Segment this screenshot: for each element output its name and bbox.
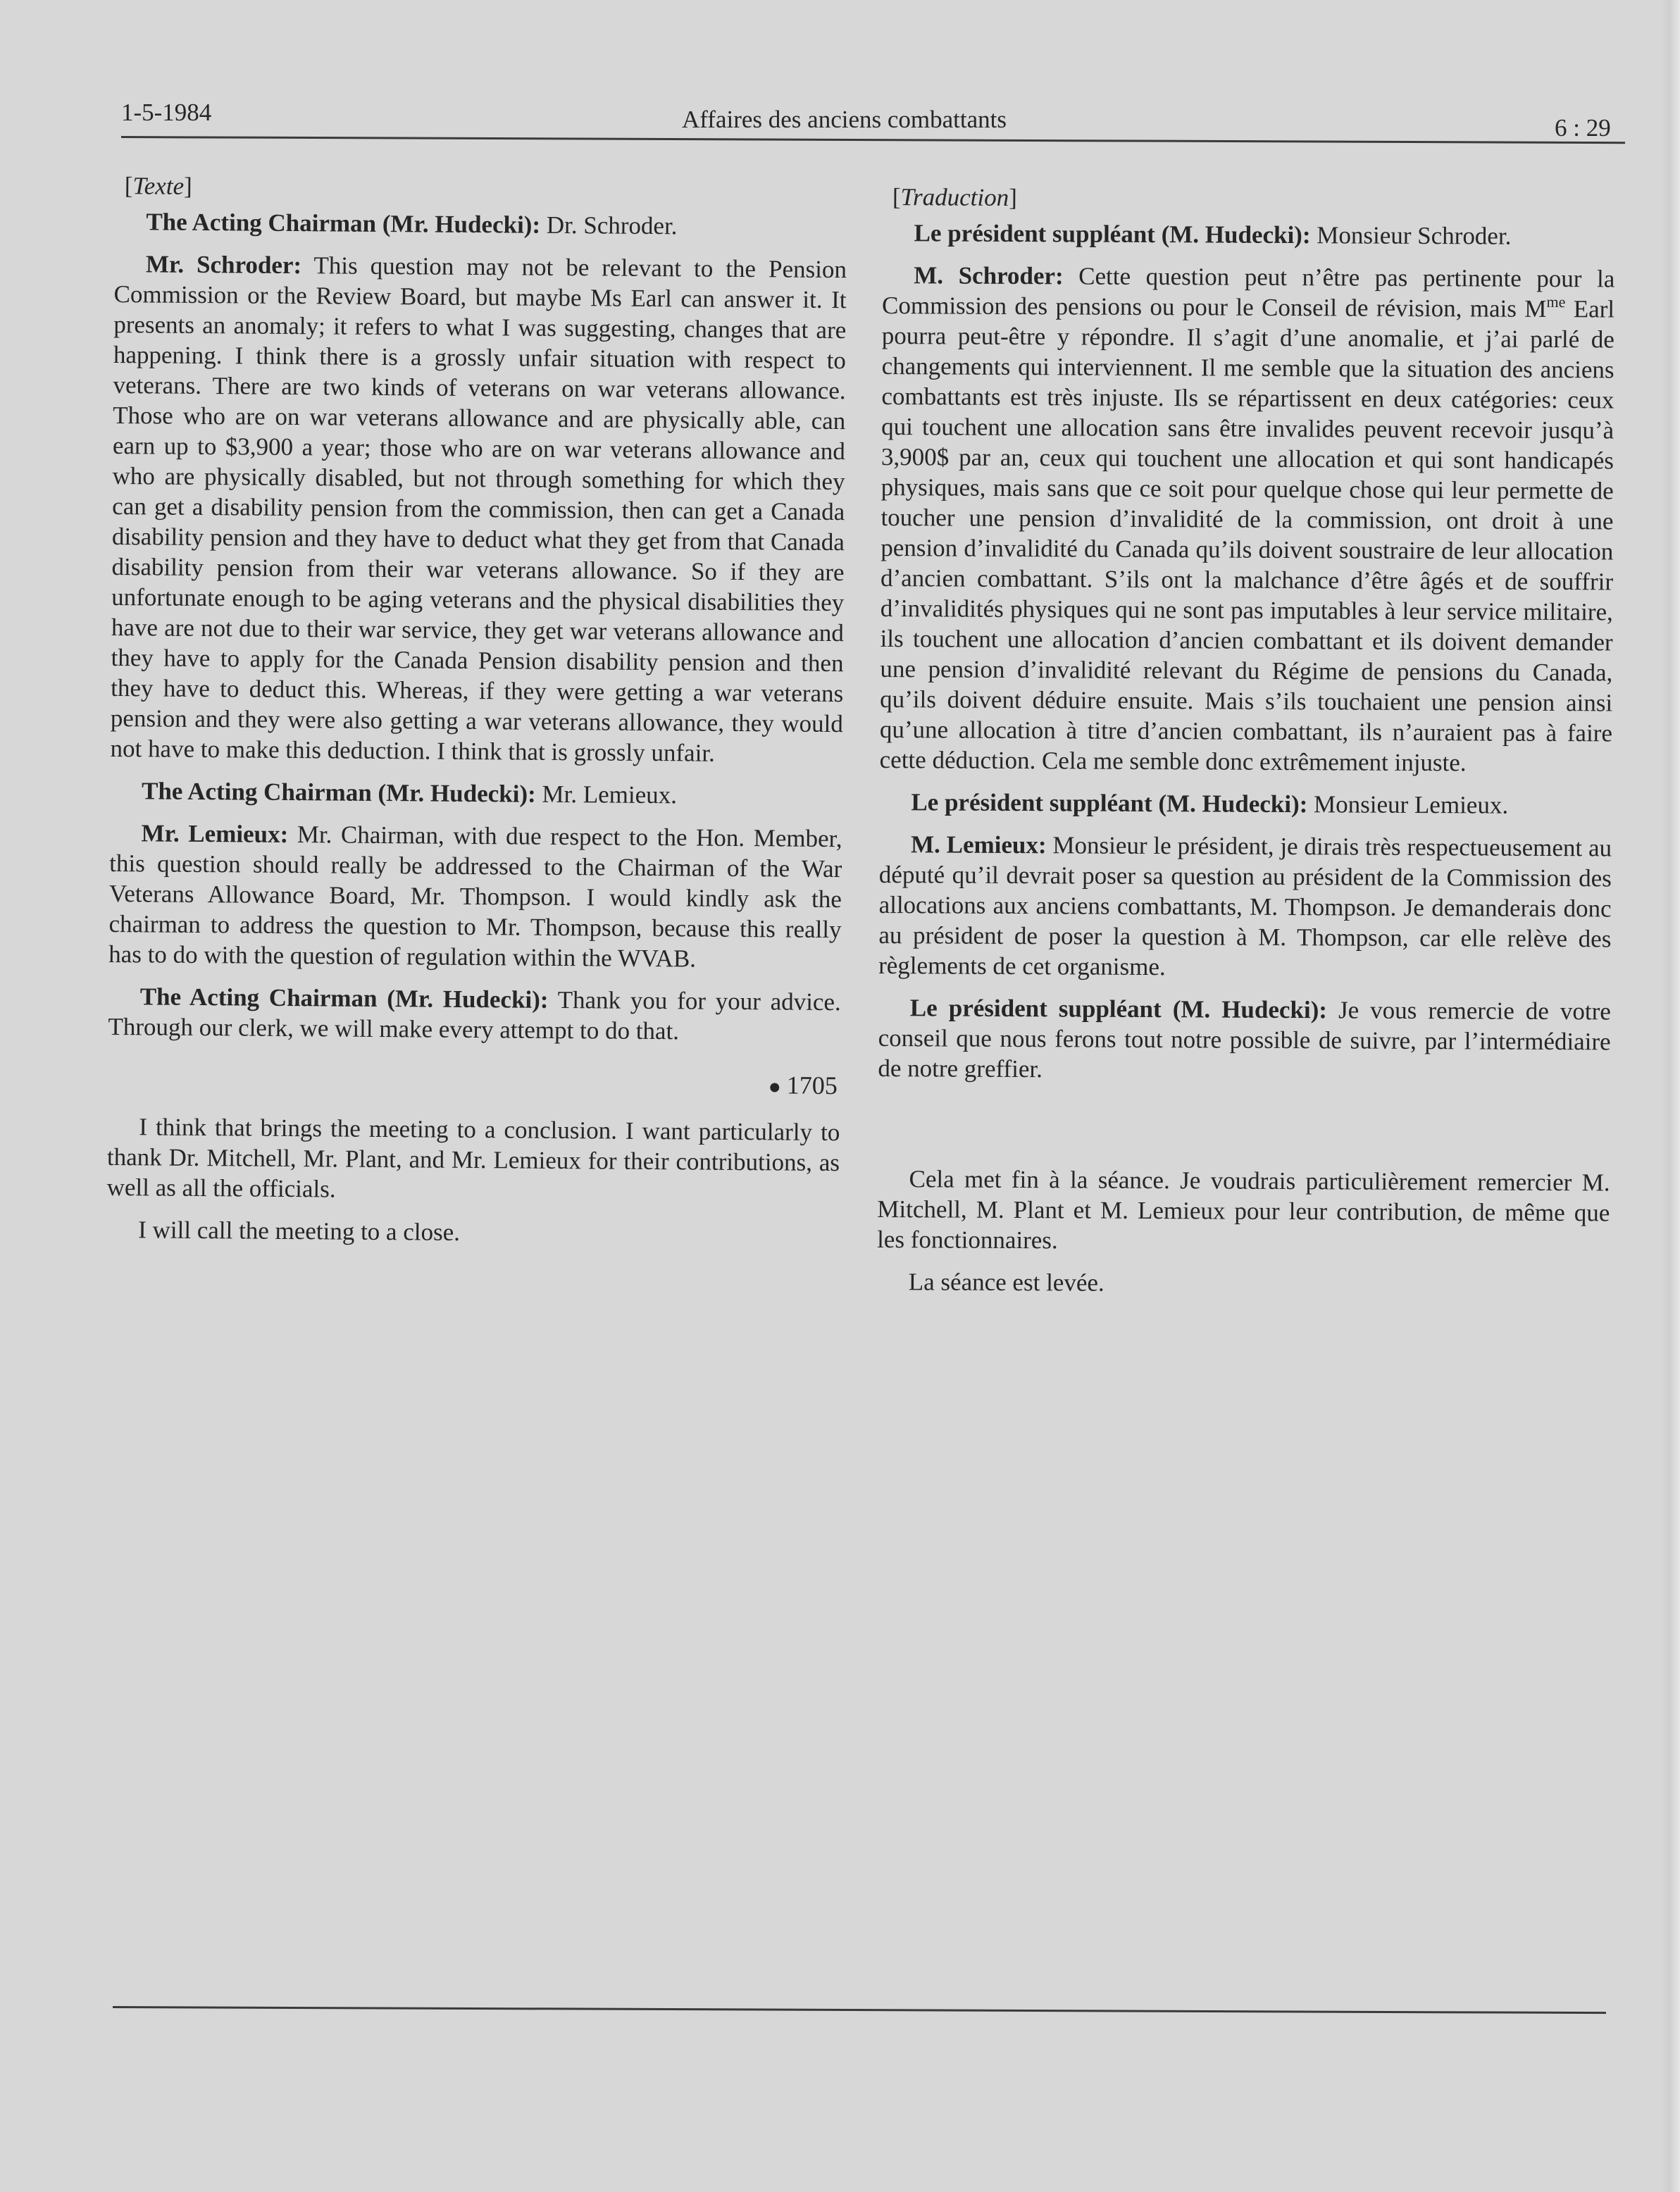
paragraph	[877, 1164, 1610, 1258]
speaker-name: M. Lemieux:	[910, 830, 1047, 859]
speaker-name: Le président suppléant (M. Hudecki):	[914, 219, 1311, 249]
paragraph	[106, 1111, 840, 1208]
paragraph	[110, 249, 847, 769]
paragraph-text: Monsieur Schroder.	[1317, 221, 1512, 250]
page-edge-shadow	[1662, 0, 1680, 2192]
header-title: Affaires des anciens combattants	[682, 106, 1007, 133]
speaker-name: Le président suppléant (M. Hudecki):	[909, 994, 1328, 1024]
paragraph	[114, 206, 847, 242]
paragraph-text: This question may not be relevant to the Pension Commission or the Review Board, but maybe Ms Earl can answer it. It presents an anomaly; it refers to what I was suggesting, changes that are happening. I think there is a grossly unfair situation with respect to veterans. There are two kinds of veterans on war veterans allowance. Those who are on war veterans allowance and are physically able, can earn up to $3,900 a year; those who are on war veterans allowance and who are physically disabled, but not through something for which they can get a disability pension from the commission, then can get a Canada disability pension and they have to deduct what they get from that Canada disability pension from their war veterans allowance. So if they are unfortunate enough to be aging veterans and the physical disabilities they have are not due to their war service, they get war veterans allowance and they have to apply for the Canada Pension disability pension and then they have to deduct this. Whereas, if they were getting a war veterans pension and they were also getting a war veterans allowance, they would not have to make this deduction. I think that is grossly unfair.	[110, 251, 847, 767]
section-marker: [Texte]	[124, 172, 192, 200]
paragraph-text: Cela met fin à la séance. Je voudrais particulièrement remercier M. Mitchell, M. Plant et M. Lemieux pour leur contribution, de même que les fonctionnaires.	[877, 1165, 1610, 1254]
spacer	[878, 1095, 1610, 1167]
header-rule	[121, 136, 1625, 144]
paragraph-text: Thank you for your advice. Through our clerk, we will make every attempt to do that.	[108, 985, 841, 1045]
speaker-name: Mr. Schroder:	[145, 250, 302, 280]
paragraph-text: Je vous remercie de votre conseil que nous ferons tout notre possible de suivre, par l’intermédiaire de notre greffier.	[878, 996, 1611, 1083]
header-date: 1-5-1984	[121, 99, 212, 126]
section-marker: [Traduction]	[892, 183, 1017, 211]
footer-rule	[113, 2006, 1606, 2014]
paragraph-text: I will call the meeting to a close.	[138, 1216, 461, 1246]
paragraph-text: Monsieur Lemieux.	[1313, 790, 1509, 819]
paragraph-text: Earl pourra peut-être y répondre. Il s’agit d’une anomalie, et j’ai parlé de changements qui interviennent. Il me semble que la situation des anciens combattants est très injuste. Ils se répartissent en deux catégories: ceux qui touchent une allocation sans être invalides peuvent recevoir jusqu’à 3,900$ par an, ceux qui touchent une allocation et qui sont handicapés physiques, mais sans que ce soit pour quelque chose qui leur permette de toucher une pension d’invalidité de la commission, ont droit à une pension d’invalidité du Canada qu’ils doivent soustraire de leur allocation d’ancien combattant. S’ils ont la malchance d’être âgés et de souffrir d’invalidités physiques qui ne sont pas imputables à leur service militaire, ils touchent une allocation d’ancien combattant et ils doivent demander une pension d’invalidité relevant du Régime de pensions du Canada, qu’ils doivent déduire ensuite. Mais s’ils touchaient une pension ainsi qu’une allocation à titre d’ancien combattant, ils n’auraient pas à faire cette déduction. Cela me semble donc extrêmement injuste.	[879, 295, 1615, 777]
paragraph-text: I think that brings the meeting to a conclusion. I want particularly to thank Dr. Mitchell, Mr. Plant, and Mr. Lemieux for their contributions, as well as all the officials.	[106, 1113, 840, 1203]
paragraph	[878, 992, 1611, 1087]
speaker-name: Mr. Lemieux:	[141, 819, 289, 848]
paragraph	[880, 260, 1615, 778]
paragraph	[106, 1214, 839, 1250]
paragraph	[108, 818, 842, 975]
paragraph	[108, 981, 841, 1047]
english-column	[106, 170, 847, 1262]
marker-text: Texte	[132, 172, 185, 200]
speaker-name: M. Schroder:	[914, 261, 1064, 290]
speaker-name: The Acting Chairman (Mr. Hudecki):	[141, 777, 536, 808]
header-page-number: 6 : 29	[1555, 114, 1611, 142]
french-column	[877, 182, 1615, 1312]
speaker-name: The Acting Chairman (Mr. Hudecki):	[146, 208, 541, 239]
paragraph-text: Mr. Lemieux.	[542, 780, 678, 809]
timestamp-value: 1705	[786, 1071, 838, 1100]
paragraph-text: La séance est levée.	[908, 1268, 1105, 1297]
speaker-name: Le président suppléant (M. Hudecki):	[911, 788, 1308, 818]
marker-text: Traduction	[900, 183, 1009, 211]
paragraph	[877, 1266, 1610, 1300]
bullet-icon: ●	[768, 1075, 781, 1099]
paragraph	[883, 218, 1615, 251]
paragraph-text: Monsieur le président, je dirais très respectueusement au député qu’il devrait poser sa question au président de la Commission des allocations aux anciens combattants, M. Thompson. Je demanderais donc au président de poser la question à M. Thompson, car elle relève des règlements de cet organisme.	[878, 831, 1612, 981]
timestamp	[108, 1065, 840, 1102]
speaker-name: The Acting Chairman (Mr. Hudecki):	[139, 983, 549, 1014]
paragraph	[110, 776, 842, 811]
paragraph-text: Cette question peut n’être pas pertinente pour la Commission des pensions ou pour le Conseil de révision, mais M	[881, 262, 1615, 323]
paragraph	[878, 829, 1612, 984]
paragraph	[879, 787, 1612, 821]
superscript: me	[1546, 292, 1566, 311]
paragraph-text: Dr. Schroder.	[546, 211, 678, 240]
paragraph-text: Mr. Chairman, with due respect to the Hon. Member, this question should really be addressed to the Chairman of the War Veterans Allowance Board, Mr. Thompson. I would kindly ask the chairman to address the question to Mr. Thompson, because this really has to do with the question of regulation within the WVAB.	[108, 821, 842, 973]
